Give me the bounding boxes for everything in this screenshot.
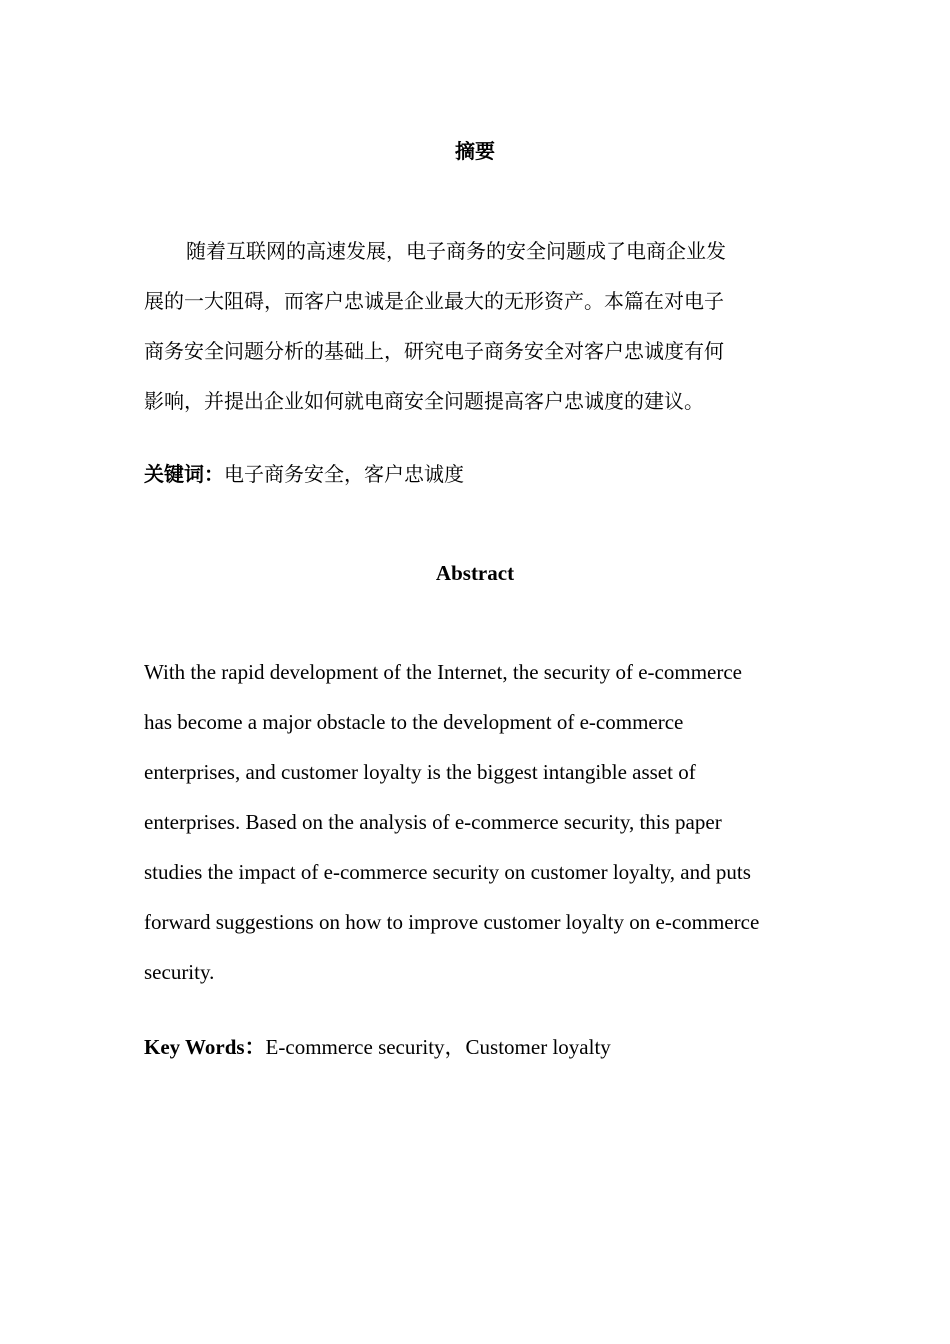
english-abstract-line: enterprises, and customer loyalty is the biggest intangible asset of [144, 760, 696, 784]
english-abstract-line: has become a major obstacle to the development of e-commerce [144, 710, 684, 734]
chinese-keywords-label: 关键词： [144, 462, 224, 486]
english-abstract-line: With the rapid development of the Internet, the security of e-commerce [144, 660, 742, 684]
english-keywords [144, 1033, 611, 1061]
chinese-abstract-line: 商务安全问题分析的基础上，研究电子商务安全对客户忠诚度有何 [144, 339, 724, 363]
chinese-abstract-title: 摘要 [455, 139, 495, 163]
english-abstract-line: forward suggestions on how to improve customer loyalty on e-commerce [144, 910, 760, 934]
english-keywords-value: E-commerce security，Customer loyalty [265, 1035, 611, 1059]
chinese-abstract-line: 影响，并提出企业如何就电商安全问题提高客户忠诚度的建议。 [144, 389, 704, 413]
english-keywords-label: Key Words： [144, 1035, 266, 1059]
chinese-abstract-line: 展的一大阻碍，而客户忠诚是企业最大的无形资产。本篇在对电子 [144, 289, 724, 313]
english-abstract-line: studies the impact of e-commerce security on customer loyalty, and puts [144, 860, 751, 884]
chinese-abstract-line: 随着互联网的高速发展，电子商务的安全问题成了电商企业发 [186, 239, 726, 263]
english-abstract-title: Abstract [435, 561, 515, 585]
chinese-abstract-body [144, 226, 798, 426]
english-abstract-line: security. [144, 960, 215, 984]
chinese-keywords-value: 电子商务安全，客户忠诚度 [224, 462, 464, 486]
english-abstract-line: enterprises. Based on the analysis of e-commerce security, this paper [144, 810, 722, 834]
english-abstract-body [144, 647, 814, 997]
chinese-keywords [144, 460, 464, 488]
